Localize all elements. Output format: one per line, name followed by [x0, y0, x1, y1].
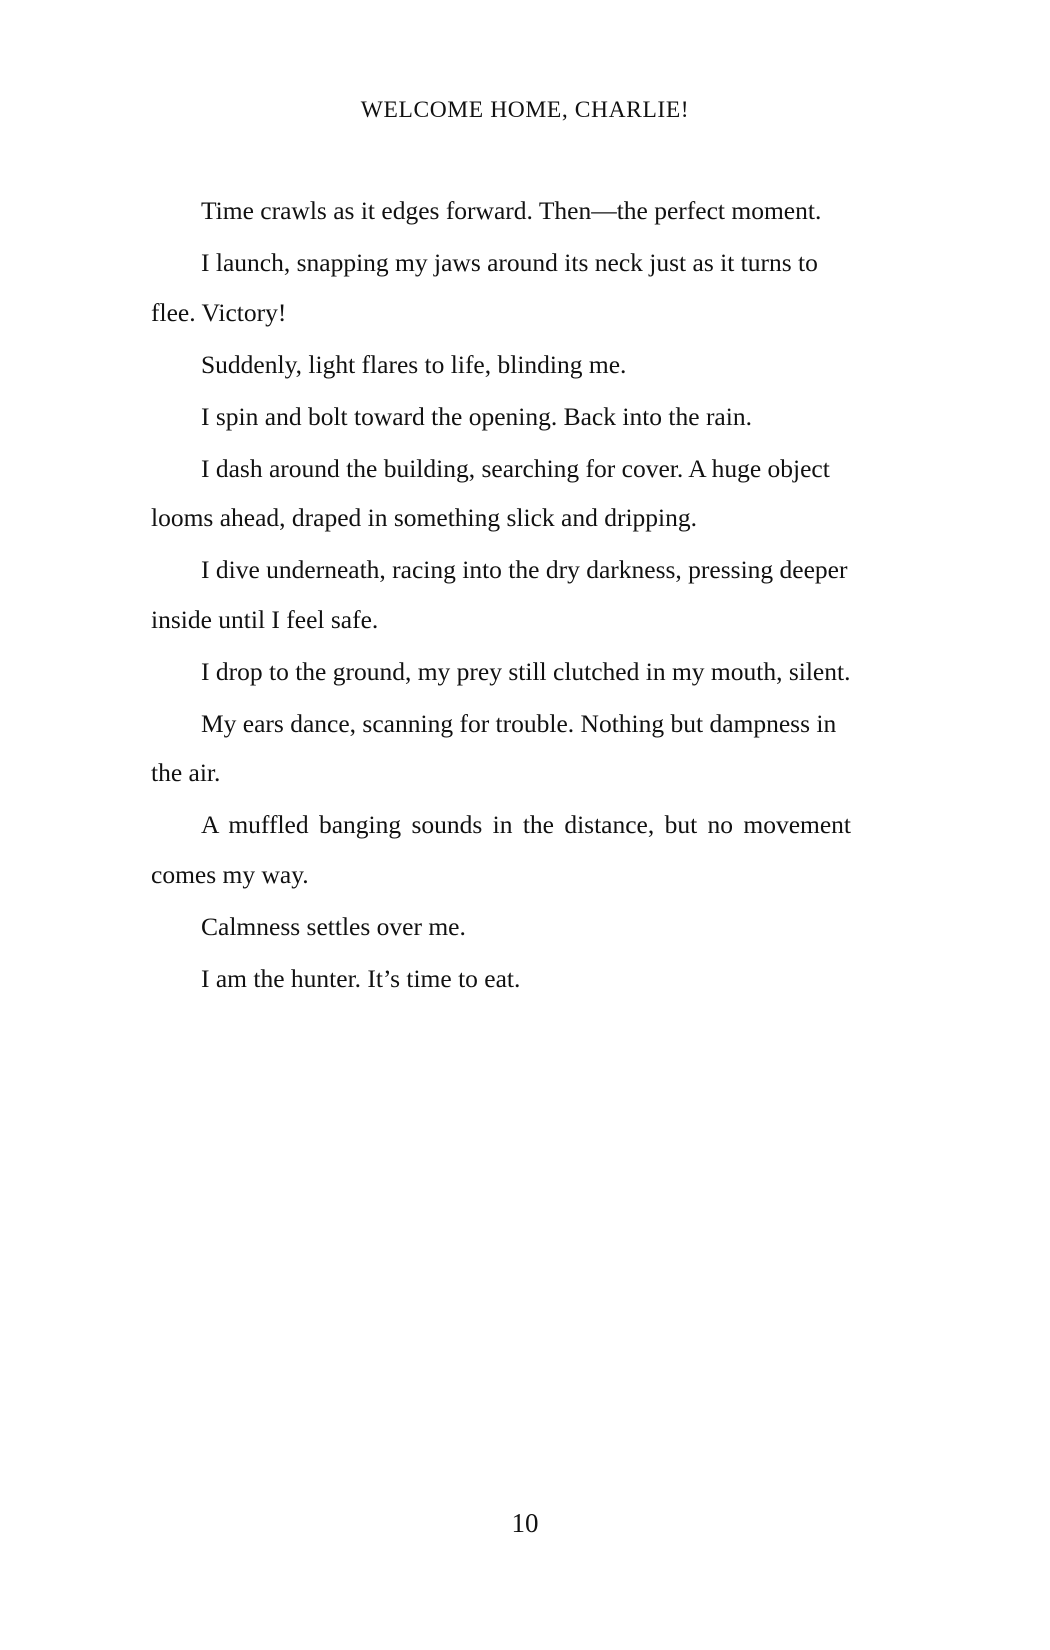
paragraph: Calmness settles over me.: [201, 911, 466, 941]
paragraph: I drop to the ground, my prey still clutched in my mouth, silent.: [201, 656, 851, 686]
paragraph: Suddenly, light flares to life, blinding me.: [201, 349, 627, 379]
paragraph: Time crawls as it edges forward. Then—the perfect moment.: [201, 196, 822, 225]
paragraph: I dash around the building, searching for cover. A huge object looms ahead, draped in something slick and dripping.: [151, 453, 830, 532]
paragraph: I am the hunter. It’s time to eat.: [201, 963, 521, 993]
paragraph: My ears dance, scanning for trouble. Nothing but dampness in the air.: [151, 708, 837, 787]
paragraph: A muffled banging sounds in the distance, but no movement comes my way.: [151, 810, 851, 889]
page-number: 10: [511, 1508, 539, 1538]
paragraph: I spin and bolt toward the opening. Back into the rain.: [201, 401, 752, 431]
running-head: WELCOME HOME, CHARLIE!: [360, 97, 690, 123]
paragraph: I launch, snapping my jaws around its neck just as it turns to flee. Victory!: [151, 248, 818, 327]
body-text-block: [151, 186, 851, 1003]
paragraph: I dive underneath, racing into the dry darkness, pressing deeper inside until I feel safe.: [151, 555, 848, 634]
